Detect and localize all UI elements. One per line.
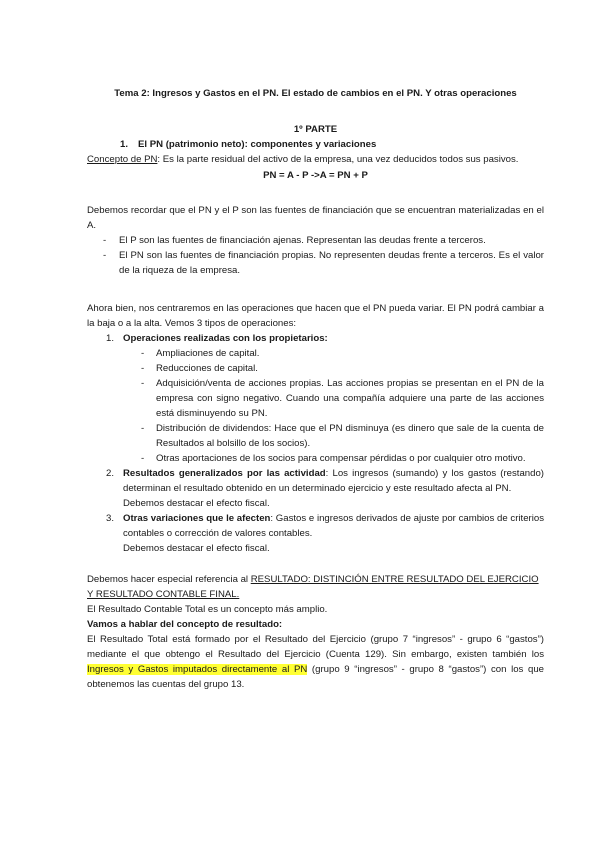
paragraph-financing: Debemos recordar que el PN y el P son las fuentes de financiación que se encuentran materializadas en el A. [87,205,544,231]
operation-item-2 [87,466,544,511]
section-heading [120,137,544,152]
operation-number: 1. [106,333,115,344]
paragraph-result-reference [87,572,544,602]
list-item: - Distribución de dividendos: Hace que el PN disminuya (es dinero que sale de la cuenta de Resultados al bolsillo de los socios). [123,421,544,451]
section-number: 1. [120,139,129,150]
list-item: - El PN son las fuentes de financiación propias. No representen deudas frente a terceros. Es el valor de la riqueza de la empresa. [87,248,544,278]
list-item: - Adquisición/venta de acciones propias. Las acciones propias se presentan en el PN de la empresa con signo negativo. Cuando una compañía adquiere una parte de las acciones está disminuyendo su PN. [123,376,544,421]
result-detail-text: El Resultado Total está formado por el Resultado del Ejercicio (grupo 7 “ingresos” - grupo 6 “gastos”) mediante el que obtengo el Resultado del Ejercicio (Cuenta 129). Sin embargo, existen también los [87,634,544,660]
paragraph-operations: Ahora bien, nos centraremos en las operaciones que hacen que el PN pueda variar. El PN podrá cambiar a la baja o a la alta. Vemos 3 tipos de operaciones: [87,303,544,329]
operation-note: Debemos destacar el efecto fiscal. [123,543,270,554]
operation-sublist [123,346,544,466]
list-item: - El P son las fuentes de financiación ajenas. Representan las deudas frente a terceros. [87,233,544,248]
list-item: - Reducciones de capital. [123,361,544,376]
operation-note: Debemos destacar el efecto fiscal. [123,498,270,509]
concept-text: : Es la parte residual del activo de la empresa, una vez deducidos todos sus pasivos. [157,154,519,165]
highlighted-text: Ingresos y Gastos imputados directamente al PN [87,664,308,675]
operation-text: : Gastos e ingresos derivados de ajuste por cambios de criterios contables o corrección de valores contables. [123,513,544,539]
operation-item-3 [87,511,544,556]
result-reference-text: Debemos hacer especial referencia al [87,574,251,585]
bullet-list-financing [87,233,544,278]
operations-list [87,331,544,556]
section-label: El PN (patrimonio neto): componentes y variaciones [138,139,377,150]
paragraph-result-detail [87,632,544,692]
list-item: - Ampliaciones de capital. [123,346,544,361]
page-title: Tema 2: Ingresos y Gastos en el PN. El estado de cambios en el PN. Y otras operaciones [114,88,517,99]
list-item: - Otras aportaciones de los socios para compensar pérdidas o por cualquier otro motivo. [123,451,544,466]
result-detail-text-end: (grupo 9 “ingresos” - grupo 8 “gastos”) con los que obtenemos las cuentas del grupo 13. [87,664,544,690]
part-heading: 1º PARTE [293,124,338,135]
operation-label: Otras variaciones que le afecten [123,513,271,524]
operation-number: 2. [106,468,115,479]
concept-label: Concepto de PN [87,154,158,165]
paragraph-result-concept: Vamos a hablar del concepto de resultado: [87,619,283,630]
operation-label: Operaciones realizadas con los propietarios: [123,333,328,344]
concept-paragraph [87,152,544,167]
operation-text: : Los ingresos (sumando) y los gastos (restando) determinan el resultado obtenido en un determinado ejercicio y este resultado afecta al PN. [123,468,545,494]
result-reference-underlined: RESULTADO: DISTINCIÓN ENTRE RESULTADO DEL EJERCICIO Y RESULTADO CONTABLE FINAL. [87,574,539,600]
operation-number: 3. [106,513,115,524]
operation-item-1 [87,331,544,466]
formula: PN = A - P ->A = PN + P [263,170,368,181]
operation-label: Resultados generalizados por las actividad [123,468,326,479]
paragraph-total-result: El Resultado Contable Total es un concepto más amplio. [87,604,328,615]
